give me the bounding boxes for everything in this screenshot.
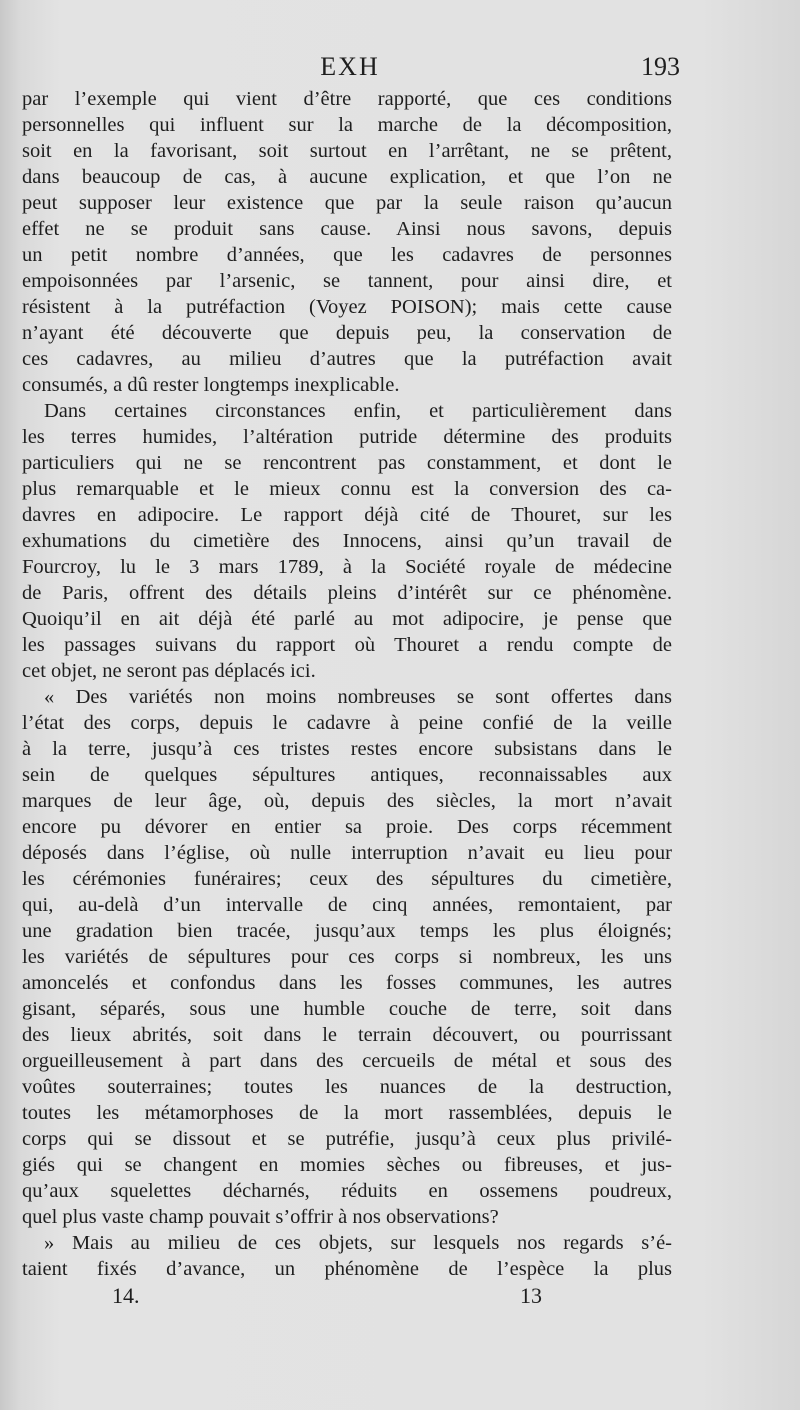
body-text <box>22 86 672 1282</box>
page-number: 193 <box>641 52 680 81</box>
text-line: les variétés de sépultures pour ces corps si nombreux, les uns <box>22 946 672 968</box>
text-line: un petit nombre d’années, que les cadavres de personnes <box>22 244 672 266</box>
text-line: toutes les métamorphoses de la mort rassemblées, depuis le <box>22 1102 672 1124</box>
signature-number: 13 <box>520 1283 542 1308</box>
text-line: les terres humides, l’altération putride détermine des produits <box>22 426 672 448</box>
text-line: personnelles qui influent sur la marche de la décomposition, <box>22 114 672 136</box>
text-line: consumés, a dû rester longtemps inexplicable. <box>22 374 400 396</box>
text-line: orgueilleusement à part dans des cercueils de métal et sous des <box>22 1050 672 1072</box>
text-line: taient fixés d’avance, un phénomène de l’espèce la plus <box>22 1258 672 1280</box>
text-line: marques de leur âge, où, depuis des siècles, la mort n’avait <box>22 790 672 812</box>
text-line: « Des variétés non moins nombreuses se sont offertes dans <box>44 686 672 708</box>
text-line: qu’aux squelettes décharnés, réduits en ossemens poudreux, <box>22 1180 672 1202</box>
text-line: déposés dans l’église, où nulle interruption n’avait eu lieu pour <box>22 842 672 864</box>
text-line: cet objet, ne seront pas déplacés ici. <box>22 660 316 682</box>
text-line: dans beaucoup de cas, à aucune explication, et que l’on ne <box>22 166 672 188</box>
text-line: résistent à la putréfaction (Voyez POISON); mais cette cause <box>22 296 672 318</box>
text-line: peut supposer leur existence que par la seule raison qu’aucun <box>22 192 672 214</box>
text-line: davres en adipocire. Le rapport déjà cité de Thouret, sur les <box>22 504 672 526</box>
text-line: les cérémonies funéraires; ceux des sépultures du cimetière, <box>22 868 672 890</box>
text-line: soit en la favorisant, soit surtout en l’arrêtant, ne se prêtent, <box>22 140 672 162</box>
text-line: voûtes souterraines; toutes les nuances de la destruction, <box>22 1076 672 1098</box>
text-line: Quoiqu’il en ait déjà été parlé au mot adipocire, je pense que <box>22 608 672 630</box>
page-footer <box>0 1283 800 1313</box>
text-line: quel plus vaste champ pouvait s’offrir à nos observations? <box>22 1206 499 1228</box>
text-line: l’état des corps, depuis le cadavre à peine confié de la veille <box>22 712 672 734</box>
page-header <box>0 52 800 86</box>
text-line: corps qui se dissout et se putréfie, jusqu’à ceux plus privilé- <box>22 1128 672 1150</box>
text-line: Fourcroy, lu le 3 mars 1789, à la Société royale de médecine <box>22 556 672 578</box>
text-line: ces cadavres, au milieu d’autres que la putréfaction avait <box>22 348 672 370</box>
text-line: plus remarquable et le mieux connu est la conversion des ca- <box>22 478 672 500</box>
text-line: par l’exemple qui vient d’être rapporté, que ces conditions <box>22 88 672 110</box>
text-line: sein de quelques sépultures antiques, reconnaissables aux <box>22 764 672 786</box>
text-line: particuliers qui ne se rencontrent pas constamment, et dont le <box>22 452 672 474</box>
text-line: giés qui se changent en momies sèches ou fibreuses, et jus- <box>22 1154 672 1176</box>
signature-mark: 14. <box>112 1283 140 1308</box>
text-line: n’ayant été découverte que depuis peu, la conservation de <box>22 322 672 344</box>
text-line: » Mais au milieu de ces objets, sur lesquels nos regards s’é- <box>44 1232 672 1254</box>
text-line: une gradation bien tracée, jusqu’aux temps les plus éloignés; <box>22 920 672 942</box>
text-line: des lieux abrités, soit dans le terrain découvert, ou pourrissant <box>22 1024 672 1046</box>
text-line: Dans certaines circonstances enfin, et particulièrement dans <box>44 400 672 422</box>
running-head: EXH <box>320 52 380 81</box>
text-line: empoisonnées par l’arsenic, se tannent, pour ainsi dire, et <box>22 270 672 292</box>
text-line: amoncelés et confondus dans les fosses communes, les autres <box>22 972 672 994</box>
text-line: encore pu dévorer en entier sa proie. Des corps récemment <box>22 816 672 838</box>
text-line: les passages suivans du rapport où Thouret a rendu compte de <box>22 634 672 656</box>
text-line: qui, au-delà d’un intervalle de cinq années, remontaient, par <box>22 894 672 916</box>
text-line: exhumations du cimetière des Innocens, ainsi qu’un travail de <box>22 530 672 552</box>
text-line: gisant, séparés, sous une humble couche de terre, soit dans <box>22 998 672 1020</box>
text-line: à la terre, jusqu’à ces tristes restes encore subsistans dans le <box>22 738 672 760</box>
text-line: effet ne se produit sans cause. Ainsi nous savons, depuis <box>22 218 672 240</box>
text-line: de Paris, offrent des détails pleins d’intérêt sur ce phénomène. <box>22 582 672 604</box>
